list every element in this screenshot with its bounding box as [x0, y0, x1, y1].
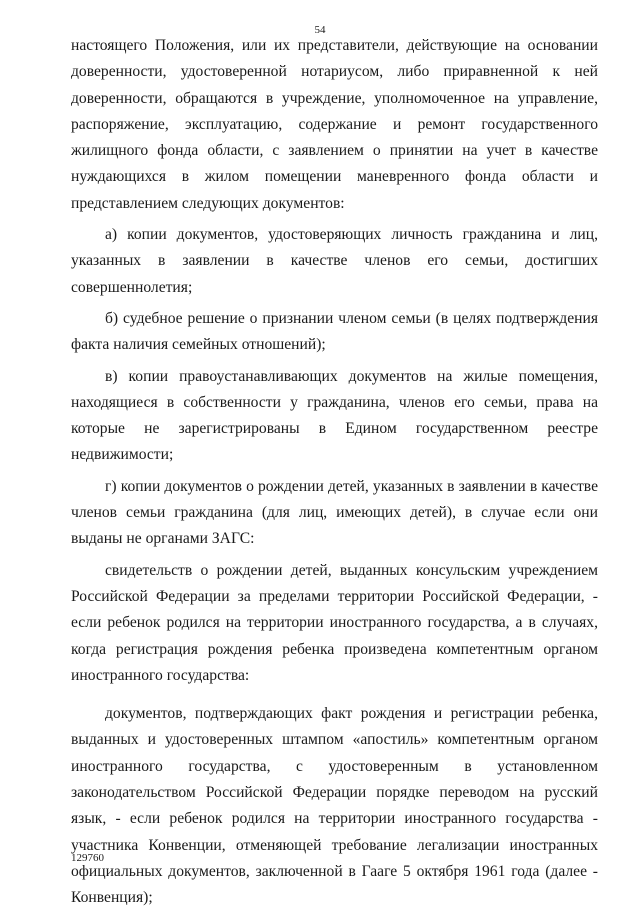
paragraph-item-v: в) копии правоустанавливающих документов на жилые помещения, находящиеся в собственности у гражданина, членов его семьи, права на которые не зарегистрированы в Едином государственном реестре недвижимости;	[71, 367, 598, 464]
paragraph-birth-certificates: свидетельств о рождении детей, выданных консульским учреждением Российской Федерации за пределами территории Российской Федерации, - если ребенок родился на территории иностранного государства, а в случаях, когда регистрация рождения ребенка произведена компетентным органом иностранного государства:	[71, 561, 598, 684]
page-number: 54	[314, 24, 326, 36]
paragraph-item-a: а) копии документов, удостоверяющих личность гражданина и лиц, указанных в заявлении в качестве членов его семьи, достигших совершеннолетия;	[71, 226, 598, 296]
document-body	[71, 33, 598, 912]
paragraph-apostille-documents: документов, подтверждающих факт рождения и регистрации ребенка, выданных и удостоверенных штампом «апостиль» компетентным органом иностранного государства, с удостоверенным в установленном законодательством Российской Федерации порядке переводом на русский язык, - если ребенок родился на территории иностранного государства - участника Конвенции, отменяющей требование легализации иностранных официальных документов, заключенной в Гааге 5 октября 1961 года (далее - Конвенция);	[71, 705, 598, 907]
paragraph-item-b: б) судебное решение о признании членом семьи (в целях подтверждения факта наличия семейных отношений);	[71, 309, 598, 354]
paragraph-continuation: настоящего Положения, или их представители, действующие на основании доверенности, удостоверенной нотариусом, либо приравненной к ней доверенности, обращаются в учреждение, уполномоченное на управление, распоряжение, эксплуатацию, содержание и ремонт государственного жилищного фонда области, с заявлением о принятии на учет в качестве нуждающихся в жилом помещении маневренного фонда области и представлением следующих документов:	[71, 37, 598, 212]
footer-document-code: 129760	[71, 852, 104, 864]
paragraph-item-g: г) копии документов о рождении детей, указанных в заявлении в качестве членов семьи гражданина (для лиц, имеющих детей), в случае если они выданы не органами ЗАГС:	[71, 477, 598, 548]
